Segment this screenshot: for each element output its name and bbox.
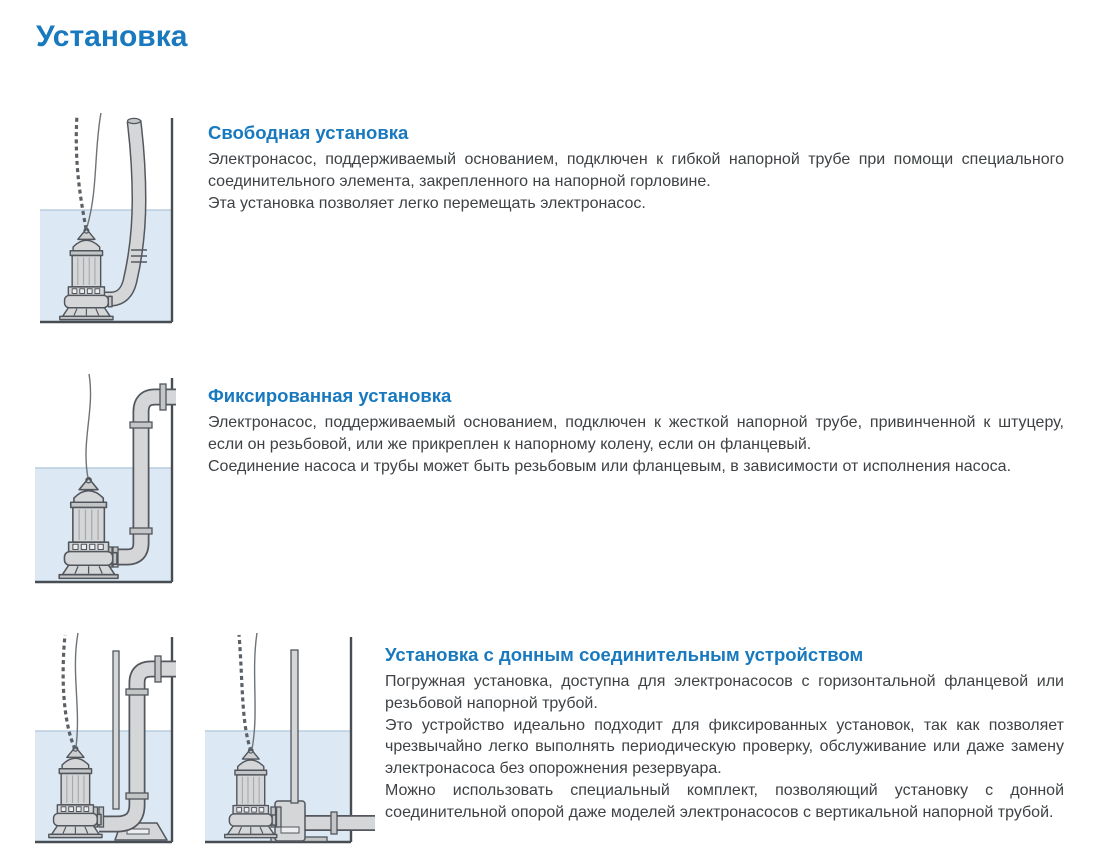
guide-rod [113,651,119,809]
section-heading: Свободная установка [208,122,409,143]
bottom-coupling-diagram-lowering [205,627,377,855]
paragraph: Эта установка позволяет легко перемещать электронасос. [208,194,646,212]
power-cable [75,633,78,747]
fixed-installation-diagram [35,370,185,595]
page-title: Установка [36,20,188,53]
outlet-pipe [303,812,375,834]
free-installation-diagram [40,105,185,330]
paragraph: Соединение насоса и трубы может быть резьбовым или фланцевым, в зависимости от исполнения насоса. [208,457,1012,475]
paragraph: Электронасос, поддерживаемый основанием, подключен к жесткой напорной трубе, привинченной к штуцеру, если он резьбовой, или же прикреплен к напорному колену, если он фланцевый. [208,414,1064,453]
section-heading: Фиксированная установка [208,385,452,406]
paragraph: Погружная установка, доступна для электронасосов с горизонтальной фланцевой или резьбовой напорной трубой. [385,673,1064,712]
paragraph: Электронасос, поддерживаемый основанием, подключен к гибкой напорной трубе при помощи специального соединительного элемента, закрепленного на напорной горловине. [208,151,1064,190]
bottom-coupling-diagram-standing [35,627,185,855]
paragraph: Можно использовать специальный комплект, позволяющий установку с донной соединительной опорой даже моделей электронасосов с вертикальной напорной трубой. [385,781,1064,821]
section-heading: Установка с донным соединительным устройством [385,644,864,665]
paragraph: Это устройство идеально подходит для фиксированных установок, так как позволяет чрезвычайно легко выполнять периодическую проверку, обслуживание или даже замену электронасоса без опорожнения резервуара. [385,716,1064,778]
guide-rod [291,650,298,803]
section-free-installation [208,122,1064,214]
section-fixed-installation [208,385,1064,477]
section-bottom-coupling-installation [385,644,1064,824]
power-cable [86,374,91,478]
